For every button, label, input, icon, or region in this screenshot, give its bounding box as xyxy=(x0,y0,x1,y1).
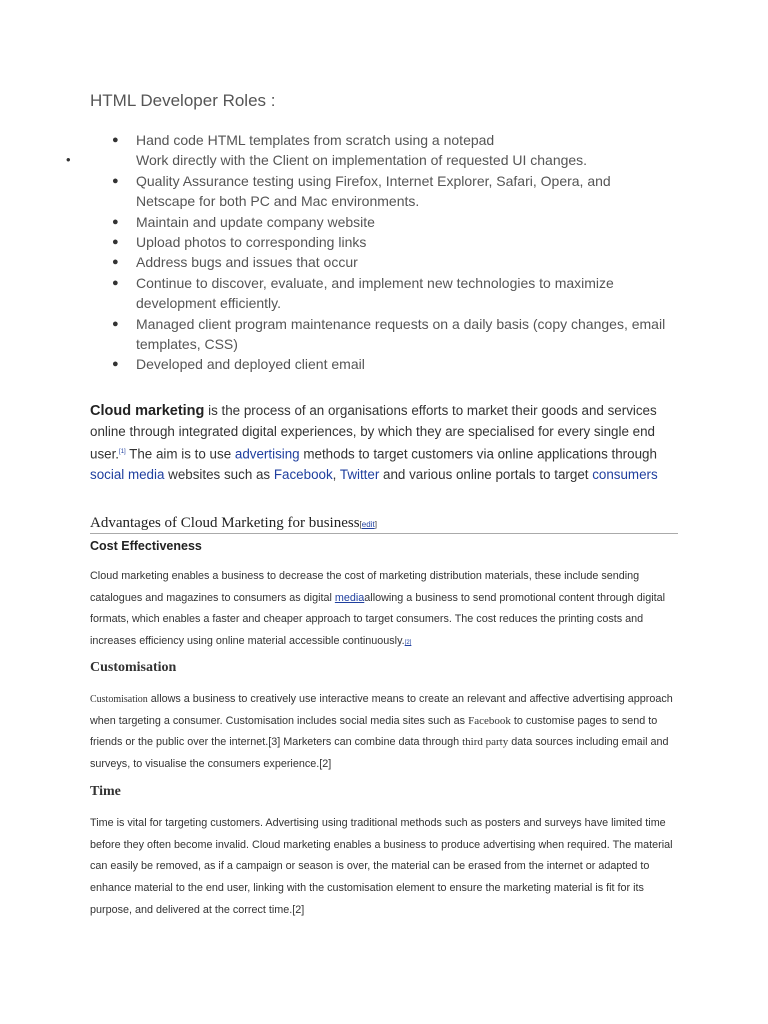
cloud-text: is the process of an organisations efforts to market their goods and services online through integrated digital experiences, by which they are specialised for every single end user. xyxy=(90,403,657,462)
edit-link[interactable]: edit xyxy=(361,520,375,529)
cloud-text: websites such as xyxy=(164,466,274,482)
cloud-text: methods to target customers via online applications through xyxy=(299,446,657,462)
bullet-icon: ● xyxy=(112,317,119,330)
cloud-text: and various online portals to target xyxy=(379,466,593,482)
edit-bracket-open: [ xyxy=(359,520,362,529)
customisation-word: Customisation xyxy=(90,694,148,705)
role-list-item xyxy=(112,212,672,232)
role-list-item xyxy=(112,150,672,170)
link-facebook[interactable]: Facebook xyxy=(273,466,333,482)
bullet-icon: ● xyxy=(112,215,119,228)
time-paragraph: Time is vital for targeting customers. Advertising using traditional methods such as posters and surveys have limited time before they often become invalid. Cloud marketing enables a business to produce advertising when required. The material can easily be removed, as if a campaign or season is over, the material can be erased from the internet or adapted to enhance material to the end user, linking with the customisation element to ensure the marketing material is fit for its purpose, and delivered at the correct time.[2] xyxy=(90,817,673,916)
role-list-item xyxy=(112,130,672,150)
link-twitter[interactable]: Twitter xyxy=(339,466,380,482)
bullet-icon: ● xyxy=(112,256,119,269)
third-party-word: third party xyxy=(462,736,509,749)
roles-list xyxy=(112,130,672,375)
customisation-heading: Customisation xyxy=(90,660,177,675)
cost-effectiveness-paragraph xyxy=(90,566,680,655)
role-text: Upload photos to corresponding links xyxy=(136,234,367,251)
role-text: Managed client program maintenance requests on a daily basis (copy changes, email templates, CSS) xyxy=(136,315,666,353)
citation-ref[interactable]: [1] xyxy=(119,449,126,455)
role-list-item xyxy=(112,232,672,252)
role-list-item xyxy=(112,354,672,374)
link-media[interactable]: media xyxy=(334,591,365,604)
customisation-text: allows a business to creatively use interactive means to create an relevant and affective advertising approach when targeting a consumer. Customisation includes social media sites such as xyxy=(90,693,673,727)
role-text: Developed and deployed client email xyxy=(136,356,365,373)
bullet-icon: ● xyxy=(112,358,119,371)
role-text: Maintain and update company website xyxy=(136,213,375,230)
link-advertising[interactable]: advertising xyxy=(234,446,300,462)
role-list-item xyxy=(112,273,672,314)
customisation-paragraph xyxy=(90,689,680,776)
cost-text: allowing a business to send promotional content through digital formats, which enables a faster and cheaper approach to target consumers. The cost reduces the printing costs and increases efficiency using online material accessible continuously. xyxy=(90,591,666,648)
citation-ref[interactable]: [2] xyxy=(404,640,412,647)
roles-heading: HTML Developer Roles : xyxy=(90,91,276,110)
cloud-text: The aim is to use xyxy=(125,446,235,462)
bullet-icon: ● xyxy=(112,236,119,249)
role-text: Continue to discover, evaluate, and implement new technologies to maximize development efficiently. xyxy=(136,274,614,312)
role-text: Quality Assurance testing using Firefox, Internet Explorer, Safari, Opera, and Netscape for both PC and Mac environments. xyxy=(136,172,611,210)
stray-bullet: • xyxy=(66,152,71,167)
cloud-text: , xyxy=(332,466,340,482)
cost-effectiveness-heading: Cost Effectiveness xyxy=(90,539,202,553)
cloud-marketing-paragraph xyxy=(90,401,670,485)
role-list-item xyxy=(112,171,672,212)
customisation-text: data sources including email and surveys, to visualise the consumers experience.[2] xyxy=(90,736,669,771)
bullet-icon: ● xyxy=(112,276,119,289)
bullet-icon: ● xyxy=(112,134,119,146)
advantages-heading xyxy=(90,515,678,534)
link-social-media[interactable]: social media xyxy=(90,466,165,482)
bullet-icon: ● xyxy=(112,174,119,187)
time-heading: Time xyxy=(90,784,121,799)
role-text: Work directly with the Client on implementation of requested UI changes. xyxy=(136,152,588,169)
advantages-heading-text: Advantages of Cloud Marketing for business xyxy=(90,515,360,531)
link-consumers[interactable]: consumers xyxy=(592,466,658,482)
edit-bracket-close: ] xyxy=(374,520,377,529)
cost-text: Cloud marketing enables a business to decrease the cost of marketing distribution materials, these include sending catalogues and magazines to consumers as digital xyxy=(90,570,640,604)
role-text: Address bugs and issues that occur xyxy=(136,254,358,271)
customisation-text: to customise pages to send to friends or the public over the internet.[3] Marketers can combine data through xyxy=(90,714,658,749)
facebook-word: Facebook xyxy=(468,714,511,727)
role-list-item xyxy=(112,314,672,355)
role-text: Hand code HTML templates from scratch using a notepad xyxy=(136,132,495,148)
cloud-marketing-term: Cloud marketing xyxy=(90,403,205,419)
role-list-item xyxy=(112,252,672,272)
